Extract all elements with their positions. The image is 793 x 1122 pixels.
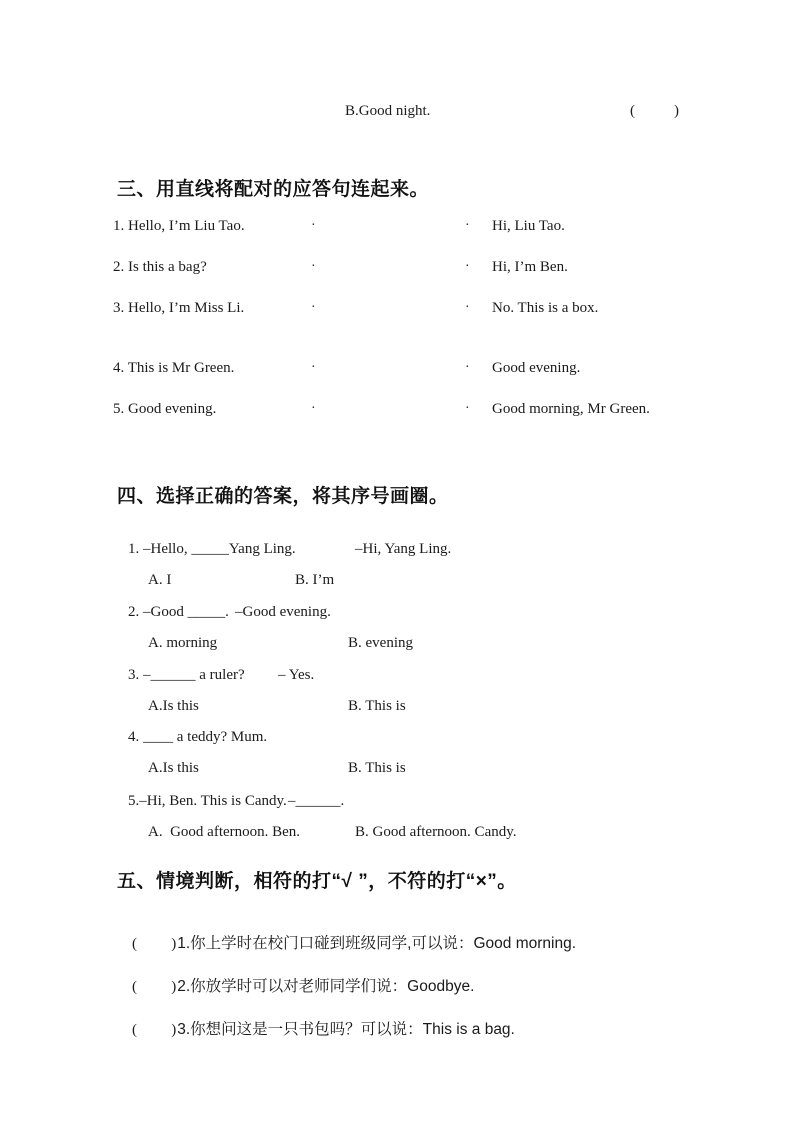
judge-text-1: 1.你上学时在校门口碰到班级同学,可以说：Good morning. <box>177 935 577 952</box>
question-2-stem-left: 2. –Good _____. <box>128 604 229 620</box>
question-1-option-b: B. I’m <box>295 572 335 588</box>
match-dot-right-4: · <box>465 360 470 375</box>
question-1-stem-left: 1. –Hello, _____Yang Ling. <box>128 541 296 557</box>
question-5-stem-right: –______. <box>288 793 345 809</box>
match-dot-right-2: · <box>465 259 470 274</box>
question-3-option-a: A.Is this <box>148 698 199 714</box>
match-right-4: Good evening. <box>492 360 581 376</box>
question-3-stem-right: – Yes. <box>278 667 315 683</box>
question-2-option-a: A. morning <box>148 635 218 651</box>
match-row-1 <box>0 218 793 238</box>
match-dot-left-2: · <box>311 259 316 274</box>
match-dot-left-5: · <box>311 401 316 416</box>
judge-row-3 <box>117 1000 515 1056</box>
question-1-option-a: A. I <box>148 572 172 588</box>
question-4-option-a: A.Is this <box>148 760 199 776</box>
match-left-1: 1. Hello, I’m Liu Tao. <box>113 218 245 234</box>
match-dot-left-1: · <box>311 218 316 233</box>
question-5-option-a: A. Good afternoon. Ben. <box>148 824 301 840</box>
judge-bracket-3: ( ) <box>132 1022 178 1038</box>
match-left-3: 3. Hello, I’m Miss Li. <box>113 300 245 316</box>
match-right-5: Good morning, Mr Green. <box>492 401 650 417</box>
match-right-3: No. This is a box. <box>492 300 599 316</box>
question-4-stem-left: 4. ____ a teddy? Mum. <box>128 729 268 745</box>
section5-heading: 五、情境判断，相符的打“√ ”，不符的打“×”。 <box>117 871 517 892</box>
match-dot-right-1: · <box>465 218 470 233</box>
question-1-stem-right: –Hi, Yang Ling. <box>355 541 452 557</box>
question-3-option-b: B. This is <box>348 698 406 714</box>
match-row-5 <box>0 401 793 421</box>
match-left-4: 4. This is Mr Green. <box>113 360 235 376</box>
match-row-4 <box>0 360 793 380</box>
match-dot-right-3: · <box>465 300 470 315</box>
match-row-3 <box>0 300 793 320</box>
question-2-stem-right: –Good evening. <box>235 604 331 620</box>
prev-question-option-b: B.Good night. <box>345 103 431 119</box>
answer-bracket: ( ) <box>630 103 680 119</box>
question-5-option-b: B. Good afternoon. Candy. <box>355 824 517 840</box>
section3-heading: 三、用直线将配对的应答句连起来。 <box>117 179 430 200</box>
judge-text-2: 2.你放学时可以对老师同学们说：Goodbye. <box>177 978 475 995</box>
match-right-2: Hi, I’m Ben. <box>492 259 568 275</box>
match-right-1: Hi, Liu Tao. <box>492 218 565 234</box>
judge-text-3: 3.你想问这是一只书包吗？可以说：This is a bag. <box>177 1021 515 1038</box>
match-dot-right-5: · <box>465 401 470 416</box>
judge-bracket-1: ( ) <box>132 936 178 952</box>
match-dot-left-3: · <box>311 300 316 315</box>
match-row-2 <box>0 259 793 279</box>
question-4-option-b: B. This is <box>348 760 406 776</box>
question-5-options <box>133 807 517 858</box>
match-left-5: 5. Good evening. <box>113 401 217 417</box>
question-3-stem-left: 3. –______ a ruler? <box>128 667 245 683</box>
section4-heading: 四、选择正确的答案，将其序号画圈。 <box>117 486 449 507</box>
question-2-option-b: B. evening <box>348 635 413 651</box>
judge-bracket-2: ( ) <box>132 979 178 995</box>
question-5-stem-left: 5.–Hi, Ben. This is Candy. <box>128 793 287 809</box>
match-left-2: 2. Is this a bag? <box>113 259 207 275</box>
match-dot-left-4: · <box>311 360 316 375</box>
